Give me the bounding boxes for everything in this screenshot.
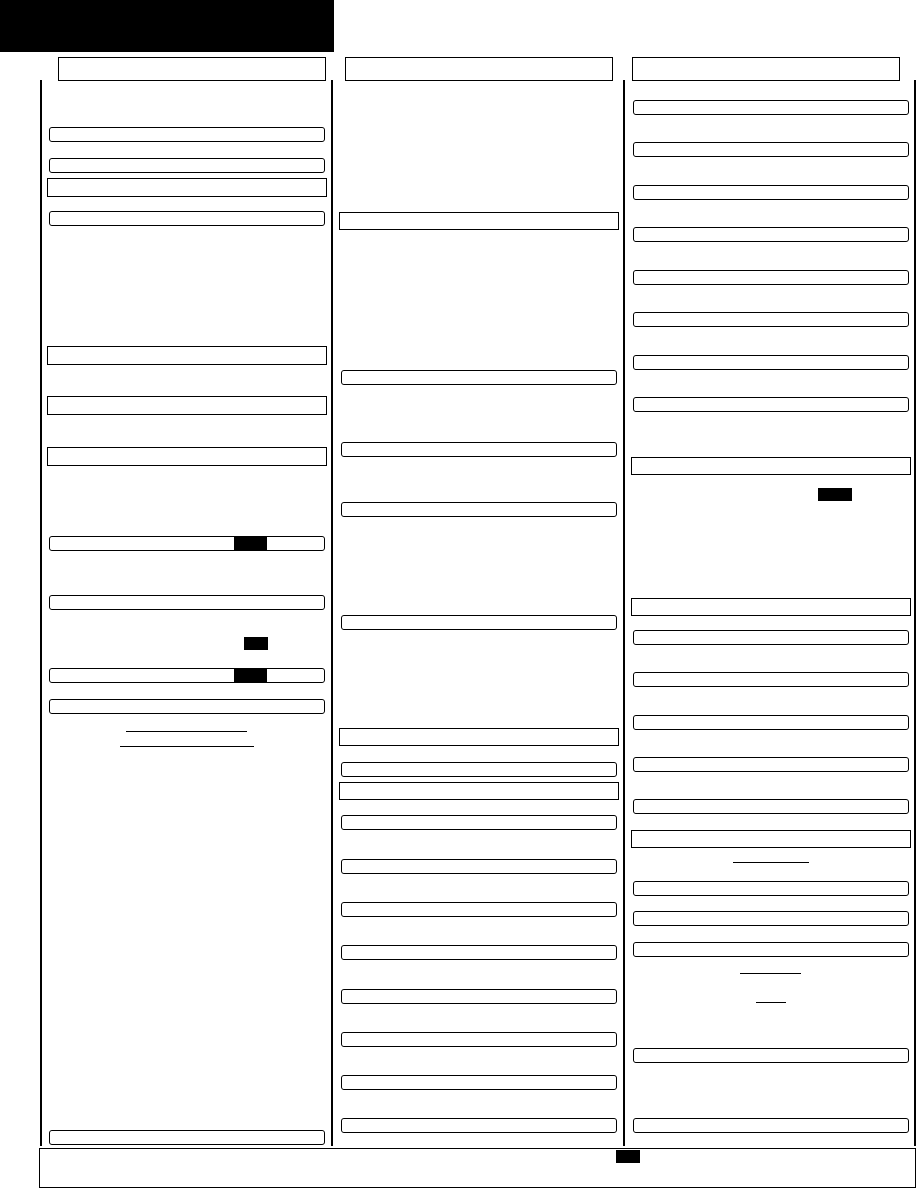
field-row: [633, 142, 909, 157]
section-heading-box: [47, 447, 327, 466]
field-row: [341, 615, 617, 630]
section-heading-box: [47, 396, 327, 415]
column-divider-2: [623, 80, 625, 1146]
field-row: [49, 595, 325, 610]
field-row: [633, 715, 909, 730]
field-row: [633, 757, 909, 772]
underline-rule: [756, 1002, 786, 1003]
field-row: [341, 859, 617, 874]
field-row: [341, 902, 617, 917]
field-row: [341, 1075, 617, 1090]
field-row: [341, 1032, 617, 1047]
field-row: [49, 536, 325, 551]
field-row: [633, 942, 909, 957]
field-row: [341, 989, 617, 1004]
field-row: [341, 502, 617, 517]
section-heading-box: [47, 346, 327, 365]
underline-rule: [120, 746, 254, 747]
column-2-header: [345, 57, 613, 81]
field-row: [633, 1118, 909, 1133]
underline-rule: [126, 731, 247, 732]
section-heading-box: [631, 457, 911, 475]
field-row: [633, 270, 909, 285]
title-block: [0, 0, 334, 52]
field-row: [633, 672, 909, 687]
field-row: [341, 442, 617, 457]
field-row: [341, 945, 617, 960]
field-row: [49, 127, 325, 142]
field-row: [633, 185, 909, 200]
redaction-mark: [616, 1150, 640, 1163]
section-heading-box: [631, 830, 911, 848]
field-row: [633, 100, 909, 115]
section-heading-box: [339, 728, 619, 746]
field-row: [49, 211, 325, 226]
column-1-left-rule: [40, 80, 42, 1146]
redaction-mark: [234, 668, 267, 682]
field-row: [633, 911, 909, 926]
redaction-mark: [234, 536, 267, 550]
column-3-right-rule: [914, 80, 916, 1146]
field-row: [633, 630, 909, 645]
field-row: [49, 699, 325, 714]
column-3-header: [632, 57, 900, 81]
field-row: [341, 762, 617, 777]
field-row: [633, 799, 909, 814]
field-row: [633, 227, 909, 242]
section-heading-box: [339, 212, 619, 230]
section-heading-box: [339, 782, 619, 800]
underline-rule: [740, 973, 801, 974]
column-divider-1: [331, 80, 333, 1146]
underline-rule: [733, 862, 809, 863]
section-heading-box: [47, 178, 327, 197]
field-row: [49, 158, 325, 173]
field-row: [633, 397, 909, 412]
field-row: [49, 1130, 325, 1145]
field-row: [633, 355, 909, 370]
column-1-header: [58, 57, 326, 81]
footer-box: [39, 1148, 916, 1188]
field-row: [633, 312, 909, 327]
redaction-mark: [244, 637, 268, 650]
field-row: [341, 370, 617, 385]
field-row: [633, 1048, 909, 1063]
field-row: [49, 668, 325, 683]
field-row: [633, 881, 909, 896]
redaction-mark: [818, 488, 852, 501]
section-heading-box: [631, 598, 911, 616]
field-row: [341, 815, 617, 830]
field-row: [341, 1118, 617, 1133]
